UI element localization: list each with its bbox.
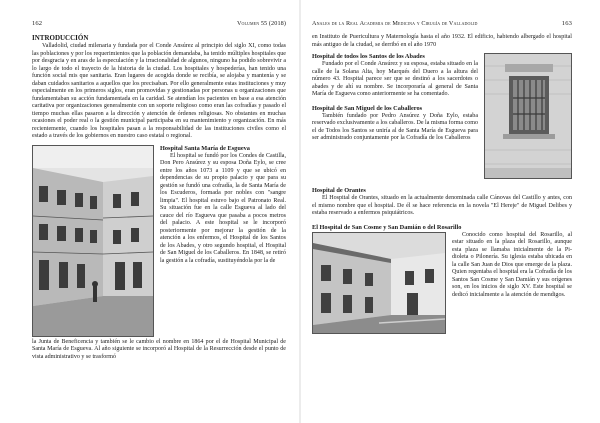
left-header xyxy=(32,20,286,34)
abades-paragraph: Fundado por el Conde Ansúrez y su esposa, estaba situado en la calle de la Solana Alta, hoy Marqués del Duero a la altura del número 43. Hospital parece ser que se destinó a los sacerdotes o abades y de ahí su nombre. Se incorporaría al general de Santa María de Esgueva como anteriormente se ha comentado. xyxy=(312,61,478,97)
intro-heading: INTRODUCCIÓN xyxy=(32,34,89,42)
orantes-heading: Hospital de Orantes xyxy=(312,187,366,194)
santa-maria-paragraph-continued: la Junta de Beneficencia y también se le cambio el nombre en 1864 por el de Hospital Municipal de Santa María de Esgueva. Al año siguiente se incorporó al Hospital de la Resurrección desde el punto de vista administrativo y se trasformó xyxy=(32,338,286,360)
santa-maria-paragraph: El hospital se fundó por los Condes de Castilla, Don Pero Ansúrez y su esposa Doña Eylo, se cree entre los años 1073 a 1109 y que se ubicó en dependencias de su propio palacio y que para su gestión se fundó una cofradía, la de Santa María de los Escuderos, formada por nobles con "sangre limpia". El hospital estuvo bajo el Patronato Real. Su situación fue en la calle Esgueva al lado del cauce del río Esgueva que pasaba a pocos metros del palacio. A este hospital se le incorporó posteriormente por mejorar la gestión de la atención a los enfermos, el Hospital de los Santos de los Abades, y otro segundo hospital, el Hospital de San Miguel de los Caballeros. En 1848, se retiró la gestión a la cofradía, sustituyéndola por la de xyxy=(160,152,286,264)
right-running-title: Anales de la Real Academia de Medicina y Cirugía de Valladolid xyxy=(312,20,478,27)
left-page-number: 162 xyxy=(32,20,43,27)
right-header xyxy=(312,20,572,34)
rosarillo-street-photo xyxy=(312,232,446,334)
continuation-paragraph: en Instituto de Puericultura y Maternología hasta el año 1932. El edificio, habiendo albergado el hospital más antiguo de la ciudad, se derribó en el año 1970 xyxy=(312,34,572,48)
intro-paragraph: Valladolid, ciudad milenaria y fundada por el Conde Ansúrez al principio del siglo XI, como todas las poblaciones y por los requerimientos que la población demandaba, ha tenido múltiples hospitales que por desgracia y en aras de la especulación y la irracionalidad de algunos, ninguno ha podido sobrevivir a lo largo de todo el trayecto de la historia de la ciudad. Los hospitales y hospederías, han tenido una función social mis que sanitaria. Eran lugares de acogida donde se recibía, se alojaba y mantenía y se daban cuidados sanitarios a aquellos que los precisaban. Por ello generalmente estas instituciones y muy especialmente en los primeros siglos, eran promovidas y gestionadas por personas u organizaciones que fundamentaban su acción fundamentada en la caridad. Se atendían los pacientes en base a esa atención caritativa por organizaciones generalmente con un soporte religioso como eran las cofradías y pasado el tiempo muchas ellas pasaron a la dirección y atención de órdenes religiosas. No obstantes en muchas ocasiones el poder real o la gestión municipal participaba en su mantenimiento y organización. En más recientemente, cuando los hospitales pasan a la responsabilidad de las instituciones civiles como el estado a través de los gobiernos en nuestro caso estatal o regional. xyxy=(32,43,286,139)
santa-maria-heading: Hospital Santa María de Esgueva xyxy=(160,144,250,152)
san-cosme-paragraph: Conocido como hospital del Rosarillo, al estar situado en la plaza del Rosarillo, aunque esta plaza se llamaba inicialmente de la Pi-dioleta o Pilonería. Su iglesia estaba ubicada en la calle San Juan de Dios que emerge de la plaza. Quien regentaba el hospital era la Cofradía de los Santos San Cosme y San Damián y sus orígenes son, en los inicios de siglo XV. Este hospital se dedicó inicialmente a la atención de mendigos. xyxy=(452,231,572,298)
right-page-number: 163 xyxy=(561,20,572,27)
san-miguel-heading: Hospital de San Miguel de los Caballeros xyxy=(312,104,423,112)
abades-heading: Hospital de todos los Santos de los Abades xyxy=(312,53,425,60)
orantes-paragraph: El Hospital de Orantes, situado en la actualmente denominada calle Cánovas del Castillo y antes, con el mismo nombre que el hospital. De él se hace referencia en la novela "El Hereje" de Miguel Delibes y estaba reservado a enfermos psiquiátricos. xyxy=(312,195,572,216)
santa-maria-esgueva-street-photo xyxy=(32,145,154,337)
san-cosme-heading: El Hospital de San Cosme y San Damián o del Rosarillo xyxy=(312,223,462,231)
hospital-facade-photo xyxy=(484,53,572,179)
left-running-title: Volumen 55 (2018) xyxy=(236,20,286,27)
san-miguel-paragraph: También fundado por Pedro Ansúrez y Doña Eylo, estaba reservado exclusivamente a los caballeros. De la misma forma como el de Todos los Santos se uniría al de Santa María de Esgueva para ser administrado conjuntamente por la Cofradía de los Caballeros xyxy=(312,112,478,141)
right-page xyxy=(300,0,600,423)
